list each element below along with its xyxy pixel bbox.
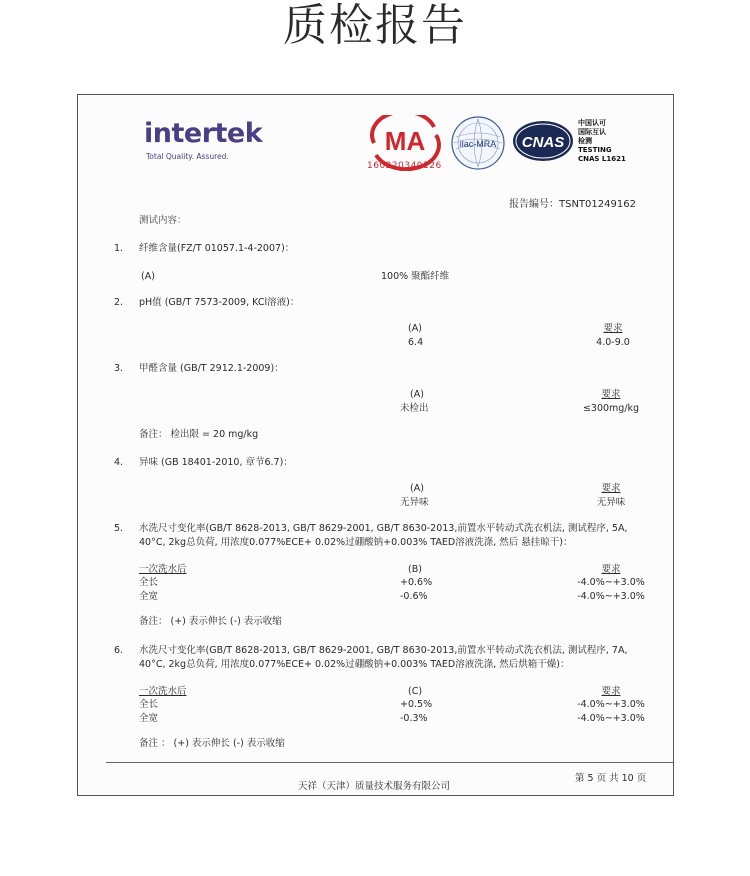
- cnas-line: TESTING: [578, 146, 612, 154]
- section-2-number: 2.: [114, 297, 124, 308]
- cnas-line: 中国认可: [578, 119, 606, 127]
- section-6-note: 备注 ： (+) 表示伸长 (-) 表示收缩: [139, 738, 285, 749]
- report-number: 报告编号：TSNT01249162: [509, 199, 636, 210]
- section-1-result: 100% 聚酯纤维: [381, 271, 450, 282]
- section-5-wash-label: 一次洗水后: [139, 564, 187, 575]
- section-4-col-a: (A): [410, 483, 424, 494]
- cnas-accreditation-text: [578, 119, 626, 164]
- intertek-logo: intertek: [144, 118, 263, 149]
- section-6-title-line-1: 水洗尺寸变化率(GB/T 8628-2013, GB/T 8629-2001, GB/T 8630-2013,前置水平转动式洗衣机法, 测试程序, 7A,: [139, 645, 628, 656]
- section-6-requirement-header: 要求: [601, 686, 621, 697]
- section-3-title: 甲醛含量 (GB/T 2912.1-2009)：: [139, 363, 284, 374]
- page-info: 第 5 页 共 10 页: [575, 773, 647, 784]
- ilac-mra-logo-icon: [450, 115, 506, 171]
- section-6-wash-label: 一次洗水后: [139, 686, 187, 697]
- page-title: 质检报告: [283, 0, 467, 51]
- cnas-line: CNAS L1621: [578, 155, 626, 163]
- section-4-title: 异味 (GB 18401-2010, 章节6.7)：: [139, 457, 293, 468]
- section-5-row-label: 全宽: [139, 591, 159, 602]
- intertek-tagline: Total Quality. Assured.: [146, 152, 229, 161]
- section-4-value-a: 无异味: [400, 497, 429, 508]
- section-6-row-value: +0.5%: [400, 699, 433, 710]
- cnas-text: CNAS: [521, 134, 565, 151]
- section-3-col-a: (A): [410, 389, 424, 400]
- cnas-logo-icon: [512, 119, 574, 163]
- section-3-value-a: 未检出: [400, 403, 429, 414]
- section-1-sample: (A): [141, 271, 155, 282]
- section-2-requirement-header: 要求: [603, 323, 623, 334]
- section-1-title: 纤维含量(FZ/T 01057.1-4-2007)：: [139, 243, 295, 254]
- section-5-row-value: +0.6%: [400, 577, 433, 588]
- section-6-row-value: -0.3%: [400, 713, 428, 724]
- section-6-row-label: 全宽: [139, 713, 159, 724]
- section-2-value-a: 6.4: [408, 337, 424, 348]
- section-6-title-line-2: 40°C, 2kg总负荷, 用浓度0.077%ECE+ 0.02%过硼酸钠+0.003% TAED溶液洗涤, 然后烘箱干燥)：: [139, 659, 570, 670]
- section-5-note: 备注： (+) 表示伸长 (-) 表示收缩: [139, 616, 282, 627]
- cnas-line: 检测: [578, 137, 592, 145]
- section-6-number: 6.: [114, 645, 124, 656]
- cma-code: 160220340126: [367, 161, 442, 171]
- section-5-title-line-1: 水洗尺寸变化率(GB/T 8628-2013, GB/T 8629-2001, GB/T 8630-2013,前置水平转动式洗衣机法, 测试程序, 5A,: [139, 523, 628, 534]
- section-5-title-line-2: 40°C, 2kg总负荷, 用浓度0.077%ECE+ 0.02%过硼酸钠+0.003% TAED溶液洗涤, 然后 悬挂晾干)：: [139, 537, 573, 548]
- section-3-requirement-value: ≤300mg/kg: [582, 403, 640, 414]
- section-4-requirement-value: 无异味: [596, 497, 626, 508]
- section-5-col-b: (B): [408, 564, 422, 575]
- section-3-number: 3.: [114, 363, 124, 374]
- section-2-requirement-value: 4.0-9.0: [596, 337, 630, 348]
- section-5-row-label: 全长: [139, 577, 159, 588]
- ilac-text: ilac-MRA: [459, 139, 497, 149]
- section-5-requirement-header: 要求: [601, 564, 621, 575]
- section-5-row-value: -0.6%: [400, 591, 428, 602]
- section-5-row-requirement: -4.0%~+3.0%: [577, 591, 645, 602]
- company-name: 天祥（天津）质量技术服务有限公司: [298, 781, 451, 792]
- section-1-number: 1.: [114, 243, 124, 254]
- section-4-number: 4.: [114, 457, 124, 468]
- section-3-note: 备注： 检出限 = 20 mg/kg: [139, 429, 259, 440]
- section-6-row-label: 全长: [139, 699, 159, 710]
- section-4-requirement-header: 要求: [601, 483, 621, 494]
- cnas-line: 国际互认: [578, 128, 606, 136]
- section-5-number: 5.: [114, 523, 124, 534]
- section-6-col-c: (C): [408, 686, 423, 697]
- section-2-title: pH值 (GB/T 7573-2009, KCl溶液)：: [139, 297, 300, 308]
- section-6-row-requirement: -4.0%~+3.0%: [577, 713, 645, 724]
- section-2-col-a: (A): [408, 323, 422, 334]
- footer-divider: [106, 762, 673, 763]
- section-3-requirement-header: 要求: [601, 389, 621, 400]
- test-content-label: 测试内容：: [139, 215, 187, 226]
- quality-report-document: [77, 94, 674, 796]
- section-6-row-requirement: -4.0%~+3.0%: [577, 699, 645, 710]
- svg-text:MA: MA: [384, 126, 426, 156]
- section-5-row-requirement: -4.0%~+3.0%: [577, 577, 645, 588]
